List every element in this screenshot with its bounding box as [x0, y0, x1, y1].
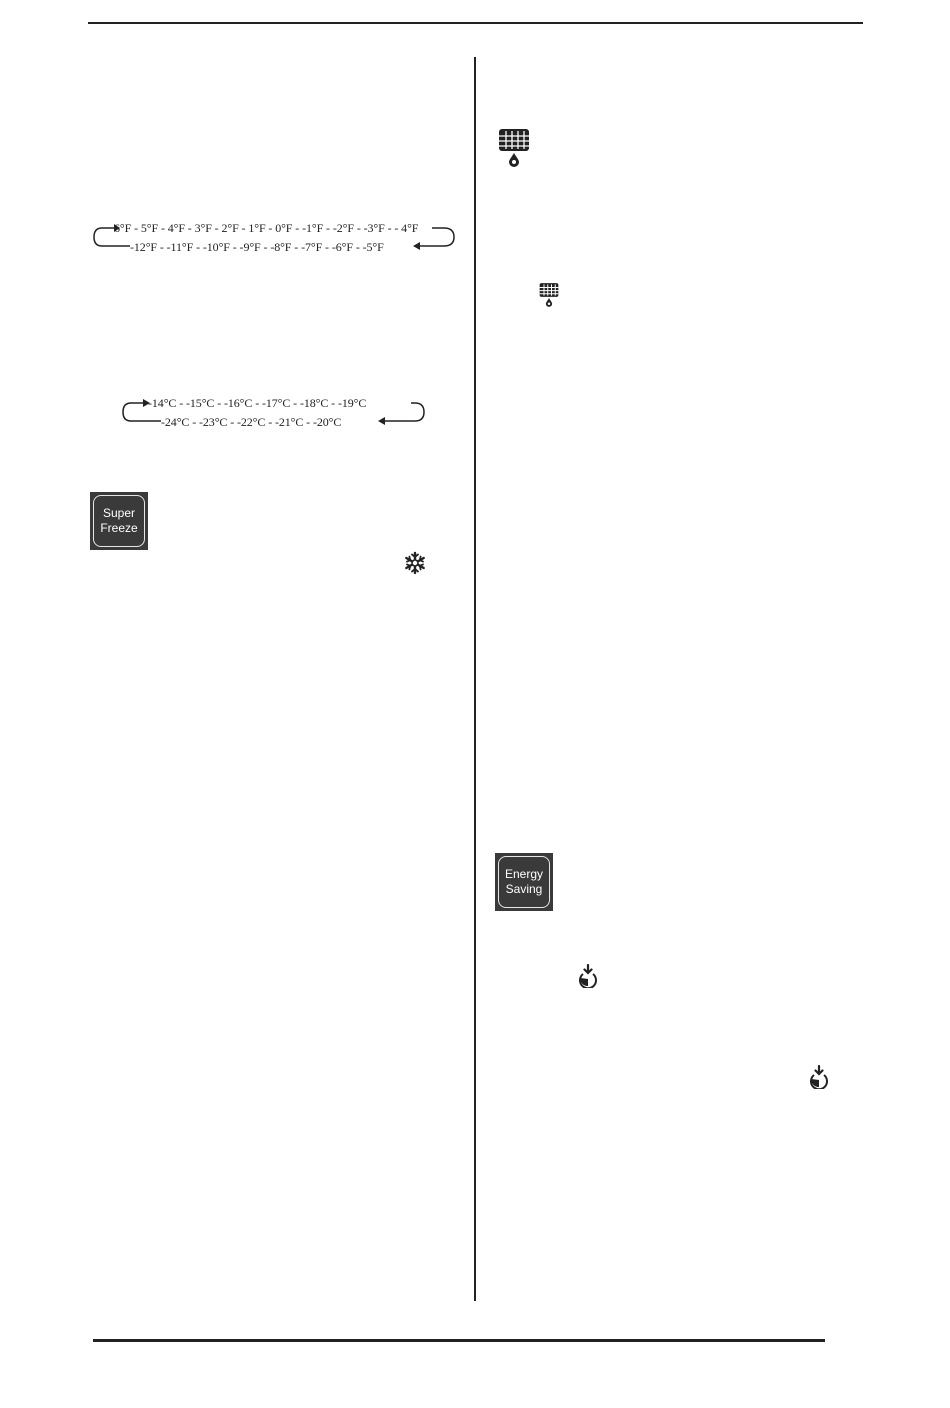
snowflake-icon	[403, 551, 427, 575]
energy-saving-button-face	[498, 856, 550, 908]
celsius-setting-cycle	[121, 395, 427, 429]
super-freeze-label-line2: Freeze	[100, 521, 138, 535]
ice-maker-icon	[539, 282, 559, 308]
energy-saving-icon	[576, 964, 598, 988]
header-rule	[88, 22, 863, 24]
super-freeze-button[interactable]	[90, 492, 148, 550]
energy-saving-icon	[807, 1065, 829, 1089]
fahrenheit-top-row: 6°F - 5°F - 4°F - 3°F - 2°F - 1°F - 0°F - -1°F - -2°F - -3°F - - 4°F	[114, 221, 419, 235]
footer-rule	[93, 1339, 825, 1342]
super-freeze-label-line1: Super	[102, 506, 136, 520]
fahrenheit-bottom-row: -12°F - -11°F - -10°F - -9°F - -8°F - -7°F - -6°F - -5°F	[130, 240, 384, 254]
energy-saving-label-line2: Saving	[505, 882, 543, 896]
fahrenheit-setting-cycle	[92, 220, 456, 254]
ice-maker-icon	[498, 128, 530, 168]
super-freeze-button-face	[93, 495, 145, 547]
energy-saving-label-line1: Energy	[504, 867, 544, 881]
column-divider	[474, 57, 476, 1301]
celsius-bottom-row: -24°C - -23°C - -22°C - -21°C - -20°C	[161, 415, 342, 429]
energy-saving-button[interactable]	[495, 853, 553, 911]
celsius-top-row: -14°C - -15°C - -16°C - -17°C - -18°C - -19°C	[148, 396, 367, 410]
